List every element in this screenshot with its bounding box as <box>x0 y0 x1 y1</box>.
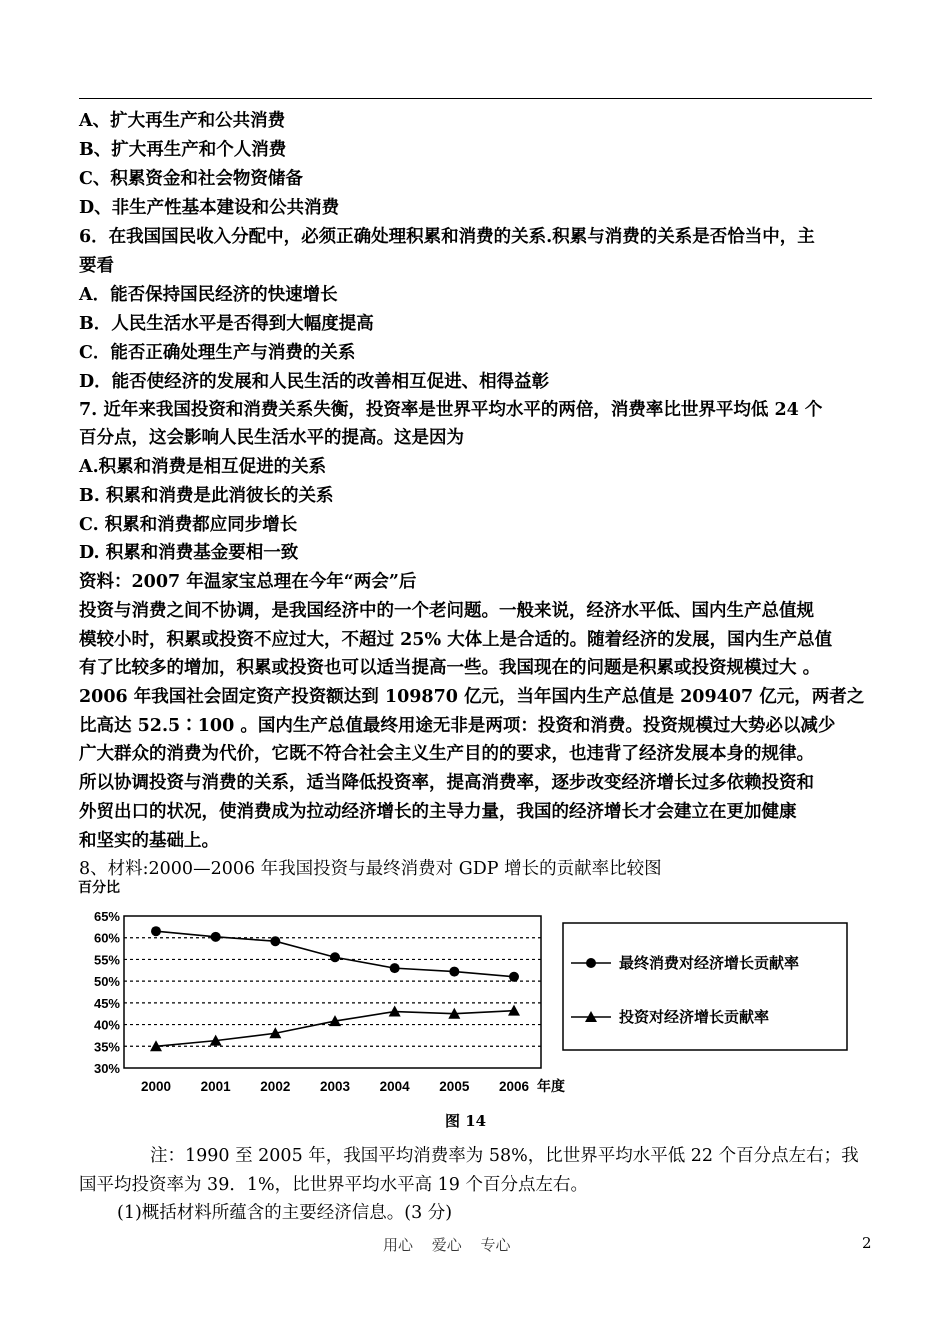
material-line: 2006 年我国社会固定资产投资额达到 109870 亿元，当年国内生产总值是 209407 亿元，两者之 <box>79 687 865 707</box>
q7-option-a: A.积累和消费是相互促进的关系 <box>79 457 327 477</box>
q7-stem-line2: 百分点，这会影响人民生活水平的提高。这是因为 <box>79 428 464 448</box>
data-point-circle <box>211 932 221 942</box>
data-point-circle <box>151 926 161 936</box>
material-line: 有了比较多的增加，积累或投资也可以适当提高一些。我国现在的问题是积累或投资规模过大 。 <box>79 658 821 678</box>
x-tick-label: 2000 <box>140 1079 172 1094</box>
legend-box <box>563 923 847 1050</box>
x-tick-label: 2003 <box>319 1079 351 1094</box>
page-footer: 用心 爱心 专心 <box>383 1236 511 1254</box>
chart-caption: 图 14 <box>445 1112 487 1130</box>
q6-option-c: C．能否正确处理生产与消费的关系 <box>79 343 356 363</box>
material-intro: 资料：2007 年温家宝总理在今年“两会”后 <box>79 572 417 592</box>
x-tick-label: 2004 <box>379 1079 410 1094</box>
q8-note-line1: 注：1990 至 2005 年，我国平均消费率为 58%，比世界平均水平低 22 个百分点左右；我 <box>150 1146 859 1166</box>
material-line: 外贸出口的状况，使消费成为拉动经济增长的主导力量，我国的经济增长才会建立在更加健康 <box>79 802 797 822</box>
y-tick-label: 55% <box>93 952 120 968</box>
header-rule <box>79 98 872 99</box>
data-point-circle <box>449 967 459 977</box>
y-axis-label: 百分比 <box>78 879 120 895</box>
y-tick-label: 50% <box>93 974 120 990</box>
y-tick-label: 65% <box>93 909 120 924</box>
q7-option-c: C. 积累和消费都应同步增长 <box>79 515 298 535</box>
y-tick-label: 30% <box>93 1061 120 1076</box>
y-tick-label: 60% <box>93 930 120 946</box>
q5-option-b: B、扩大再生产和个人消费 <box>79 140 287 160</box>
y-tick-label: 40% <box>93 1017 120 1033</box>
material-line: 和坚实的基础上。 <box>79 831 219 851</box>
data-point-circle <box>270 936 280 946</box>
q7-option-d: D. 积累和消费基金要相一致 <box>79 543 299 563</box>
data-point-circle <box>509 972 519 982</box>
q5-option-d: D、非生产性基本建设和公共消费 <box>79 198 340 218</box>
x-tick-label: 2001 <box>200 1079 231 1094</box>
q6-option-d: D．能否使经济的发展和人民生活的改善相互促进、相得益彰 <box>79 372 550 392</box>
x-tick-label: 2002 <box>260 1079 291 1094</box>
material-line: 广大群众的消费为代价，它既不符合社会主义生产目的的要求，也违背了经济发展本身的规律。 <box>79 744 814 764</box>
q7-stem-line1: 7. 近年来我国投资和消费关系失衡，投资率是世界平均水平的两倍，消费率比世界平均低 24 个 <box>79 400 823 420</box>
q5-option-c: C、积累资金和社会物资储备 <box>79 169 303 189</box>
q7-option-b: B. 积累和消费是此消彼长的关系 <box>79 486 334 506</box>
q8-note-line2: 国平均投资率为 39．1%，比世界平均水平高 19 个百分点左右。 <box>79 1175 588 1195</box>
material-line: 投资与消费之间不协调，是我国经济中的一个老问题。一般来说，经济水平低、国内生产总值规 <box>79 601 814 621</box>
data-point-circle <box>390 963 400 973</box>
legend-marker-circle <box>586 958 596 968</box>
contribution-rate-chart <box>75 878 855 1110</box>
material-line: 所以协调投资与消费的关系，适当降低投资率，提高消费率，逐步改变经济增长过多依赖投资和 <box>79 773 814 793</box>
x-axis-label: 年度 <box>537 1078 565 1094</box>
q6-stem-line1: 6．在我国国民收入分配中，必须正确处理积累和消费的关系.积累与消费的关系是否恰当中，主 <box>79 227 815 247</box>
y-tick-label: 45% <box>93 995 120 1011</box>
q8-title: 8、材料:2000—2006 年我国投资与最终消费对 GDP 增长的贡献率比较图 <box>79 859 662 879</box>
material-line: 比高达 52.5∶100 。国内生产总值最终用途无非是两项：投资和消费。投资规模过大势必以减少 <box>79 716 836 736</box>
x-tick-label: 2005 <box>439 1079 470 1094</box>
q6-option-a: A．能否保持国民经济的快速增长 <box>79 285 338 305</box>
q5-option-a: A、扩大再生产和公共消费 <box>79 111 286 131</box>
q6-stem-line2: 要看 <box>79 256 114 276</box>
material-line: 模较小时，积累或投资不应过大，不超过 25% 大体上是合适的。随着经济的发展，国内生产总值 <box>79 630 833 650</box>
page-number: 2 <box>862 1234 872 1252</box>
plot-frame <box>124 916 541 1068</box>
legend-label: 投资对经济增长贡献率 <box>619 1008 770 1026</box>
x-tick-label: 2006 <box>498 1079 530 1094</box>
q8-question-1: (1)概括材料所蕴含的主要经济信息。(3 分) <box>117 1203 453 1223</box>
y-tick-label: 35% <box>93 1039 120 1055</box>
data-point-circle <box>330 952 340 962</box>
legend-label: 最终消费对经济增长贡献率 <box>619 954 800 972</box>
q6-option-b: B．人民生活水平是否得到大幅度提高 <box>79 314 374 334</box>
